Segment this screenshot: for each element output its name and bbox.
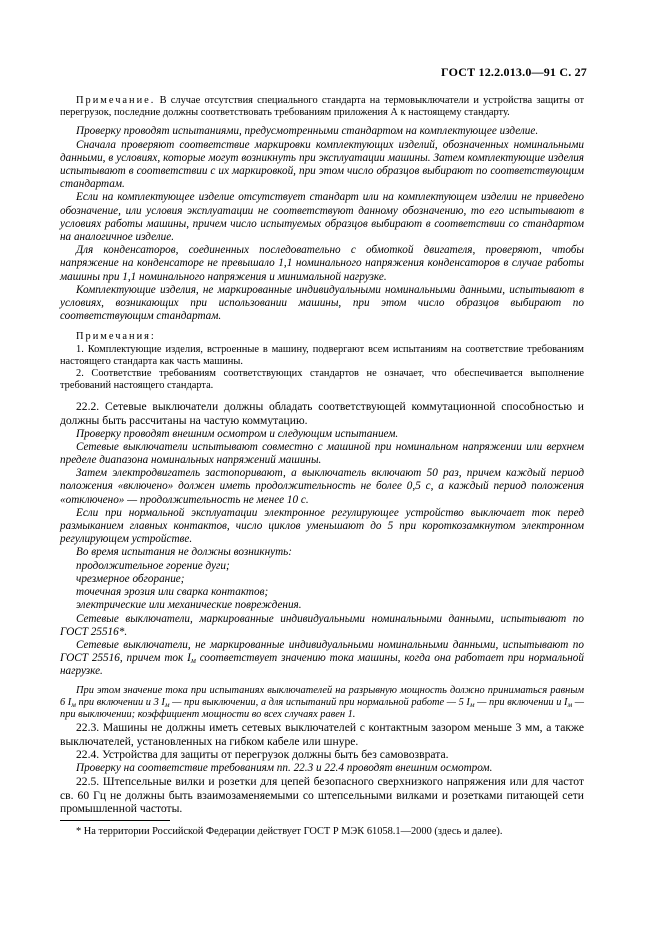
paragraph: Проверку проводят внешним осмотром и следующим испытанием. bbox=[76, 427, 399, 440]
page-content bbox=[60, 95, 584, 816]
paragraph: Сетевые выключатели, не маркированные индивидуальными номинальными данными, испытывают по ГОСТ 25516, причем ток $I_м$ соответствует значению тока машины, когда она работает при нормальной нагрузке. bbox=[60, 638, 584, 678]
section-22-5: 22.5. Штепсельные вилки и розетки для цепей безопасного сверхнизкого напряжения или для частот св. 60 Гц не должны быть взаимозаменяемыми со штепсельными вилками и розетками питающей сети промышленной частоты. bbox=[60, 775, 584, 816]
list-item: продолжительное горение дуги; bbox=[76, 559, 230, 572]
section-22-2: 22.2. Сетевые выключатели должны обладать соответствующей коммутационной способностью и должны быть рассчитаны на частую коммутацию. bbox=[60, 400, 584, 428]
notes-label: Примечания: bbox=[76, 331, 156, 343]
list-item: чрезмерное обгорание; bbox=[76, 572, 185, 585]
list-item: электрические или механические повреждения. bbox=[76, 599, 302, 612]
section-22-3: 22.3. Машины не должны иметь сетевых выключателей с контактным зазором меньше 3 мм, а также выключателей, установленных на гибком кабеле или шнуре. bbox=[60, 721, 584, 748]
list-item: точечная эрозия или сварка контактов; bbox=[76, 586, 269, 599]
section-22-4: 22.4. Устройства для защиты от перегрузок должны быть без самовозврата. bbox=[76, 748, 449, 762]
paragraph: Если на комплектующее изделие отсутствует стандарт или на комплектующем изделии не приведено обозначение, или условия эксплуатации не соответствуют данному обозначению, то его испытывают в условиях работы машины, причем число испытуемых образцов выбирают в соответствии со стандартом на аналогичное изделие. bbox=[60, 191, 584, 244]
note-item: 1. Комплектующие изделия, встроенные в машину, подвергают всем испытаниям на соответствие требованиям настоящего стандарта как часть машины. bbox=[60, 343, 584, 367]
footnote: * На территории Российской Федерации действует ГОСТ Р МЭК 61058.1—2000 (здесь и далее). bbox=[76, 826, 503, 837]
paragraph: При этом значение тока при испытаниях выключателей на разрывную мощность должно приниматься равным 6 $I_м$ при включении и 3 $I_м$ — при выключении, а для испытаний при нормальной работе — 5 $I_м$ — при включении и $I_м$ — при выключении; коэффициент мощности во всех случаях равен 1. bbox=[60, 684, 584, 720]
paragraph: Сначала проверяют соответствие маркировки комплектующих изделий, обозначенных номинальными данными, в условиях, которые могут возникнуть при эксплуатации машины. Затем комплектующие изделия испытывают в соответствии с их маркировкой, при этом число образцов выбирают по соответствующим стандартам. bbox=[60, 138, 584, 191]
paragraph: Проверку на соответствие требованиям пп. 22.3 и 22.4 проводят внешним осмотром. bbox=[76, 761, 493, 774]
note-item: 2. Соответствие требованиям соответствующих стандартов не означает, что обеспечивается выполнение требований настоящего стандарта. bbox=[60, 368, 584, 392]
note-paragraph bbox=[60, 95, 584, 119]
paragraph: Комплектующие изделия, не маркированные индивидуальными номинальными данными, испытывают в условиях, возникающих при использовании машины, при этом число образцов выбирают по соответствующим стандартам. bbox=[60, 283, 584, 323]
paragraph: Проверку проводят испытаниями, предусмотренными стандартом на комплектующее изделие. bbox=[76, 125, 539, 138]
page-header: ГОСТ 12.2.013.0—91 С. 27 bbox=[441, 65, 587, 79]
note-label: Примечание. bbox=[76, 95, 156, 106]
paragraph: Сетевые выключатели, маркированные индивидуальными номинальными данными, испытывают по ГОСТ 25516*. bbox=[60, 612, 584, 638]
paragraph: Затем электродвигатель застопоривают, а выключатель включают 50 раз, причем каждый период положения «включено» должен иметь продолжительность не более 0,5 с, а каждый период положения «отключено» — продолжительность не менее 10 с. bbox=[60, 467, 584, 506]
paragraph: Для конденсаторов, соединенных последовательно с обмоткой двигателя, проверяют, чтобы напряжение на конденсаторе не превышало 1,1 номинального напряжения конденсаторов в случае работы машины при 1,1 номинального напряжения и минимальной нагрузке. bbox=[60, 244, 584, 283]
paragraph: Сетевые выключатели испытывают совместно с машиной при номинальном напряжении или верхнем пределе диапазона номинальных напряжений машины. bbox=[60, 440, 584, 467]
footnote-divider bbox=[60, 820, 170, 821]
paragraph: Во время испытания не должны возникнуть: bbox=[76, 546, 292, 559]
note-text: В случае отсутствия специального стандарта на термовыключатели и устройства защиты от перегрузок, последние должны соответствовать требованиям приложения А к настоящему стандарту. bbox=[60, 95, 584, 119]
paragraph: Если при нормальной эксплуатации электронное регулирующее устройство выключает ток перед размыканием главных контактов, число циклов уменьшают до 5 при короткозамкнутом электронном регулирующем устройстве. bbox=[60, 506, 584, 546]
